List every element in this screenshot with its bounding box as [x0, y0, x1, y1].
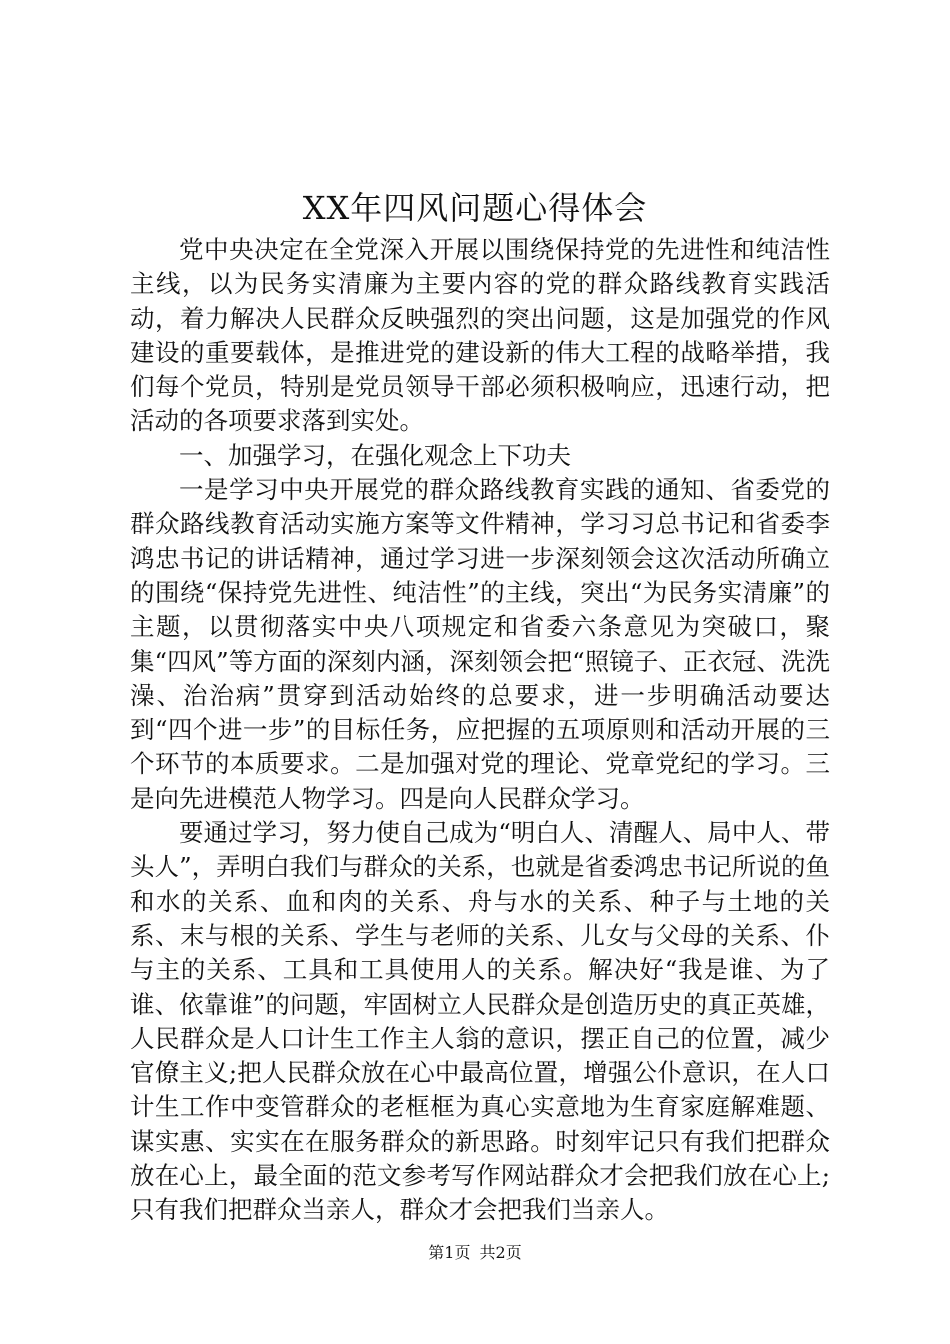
- page-number: 第1页 共2页: [428, 1243, 522, 1262]
- paragraph-study: 一是学习中央开展党的群众路线教育实践的通知、省委党的群众路线教育活动实施方案等文件精神，学习习总书记和省委李鸿忠书记的讲话精神，通过学习进一步深刻领会这次活动所确立的围绕“保持党先进性、纯洁性”的主线，突出“为民务实清廉”的主题，以贯彻落实中央八项规定和省委六条意见为突破口，聚集“四风”等方面的深刻内涵，深刻领会把“照镜子、正衣冠、洗洗澡、治治病”贯穿到活动始终的总要求，进一步明确活动要达到“四个进一步”的目标任务，应把握的五项原则和活动开展的三个环节的本质要求。二是加强对党的理论、党章党纪的学习。三是向先进模范人物学习。四是向人民群众学习。: [130, 475, 830, 813]
- document-title: XX年四风问题心得体会: [302, 189, 648, 227]
- document-body: [130, 233, 830, 1228]
- paragraph-relations: 要通过学习，努力使自己成为“明白人、清醒人、局中人、带头人”，弄明白我们与群众的关系，也就是省委鸿忠书记所说的鱼和水的关系、血和肉的关系、舟与水的关系、种子与土地的关系、末与根的关系、学生与老师的关系、儿女与父母的关系、仆与主的关系、工具和工具使用人的关系。解决好“我是谁、为了谁、依靠谁”的问题，牢固树立人民群众是创造历史的真正英雄，人民群众是人口计生工作主人翁的意识，摆正自己的位置，减少官僚主义;把人民群众放在心中最高位置，增强公仆意识，在人口计生工作中变管群众的老框框为真心实意地为生育家庭解难题、谋实惠、实实在在服务群众的新思路。时刻牢记只有我们把群众放在心上，最全面的范文参考写作网站群众才会把我们放在心上;只有我们把群众当亲人，群众才会把我们当亲人。: [130, 818, 830, 1225]
- paragraph-intro: 党中央决定在全党深入开展以围绕保持党的先进性和纯洁性主线，以为民务实清廉为主要内容的党的群众路线教育实践活动，着力解决人民群众反映强烈的突出问题，这是加强党的作风建设的重要载体，是推进党的建设新的伟大工程的战略举措，我们每个党员，特别是党员领导干部必须积极响应，迅速行动，把活动的各项要求落到实处。: [130, 235, 830, 436]
- section-heading: 一、加强学习，在强化观念上下功夫: [179, 440, 571, 470]
